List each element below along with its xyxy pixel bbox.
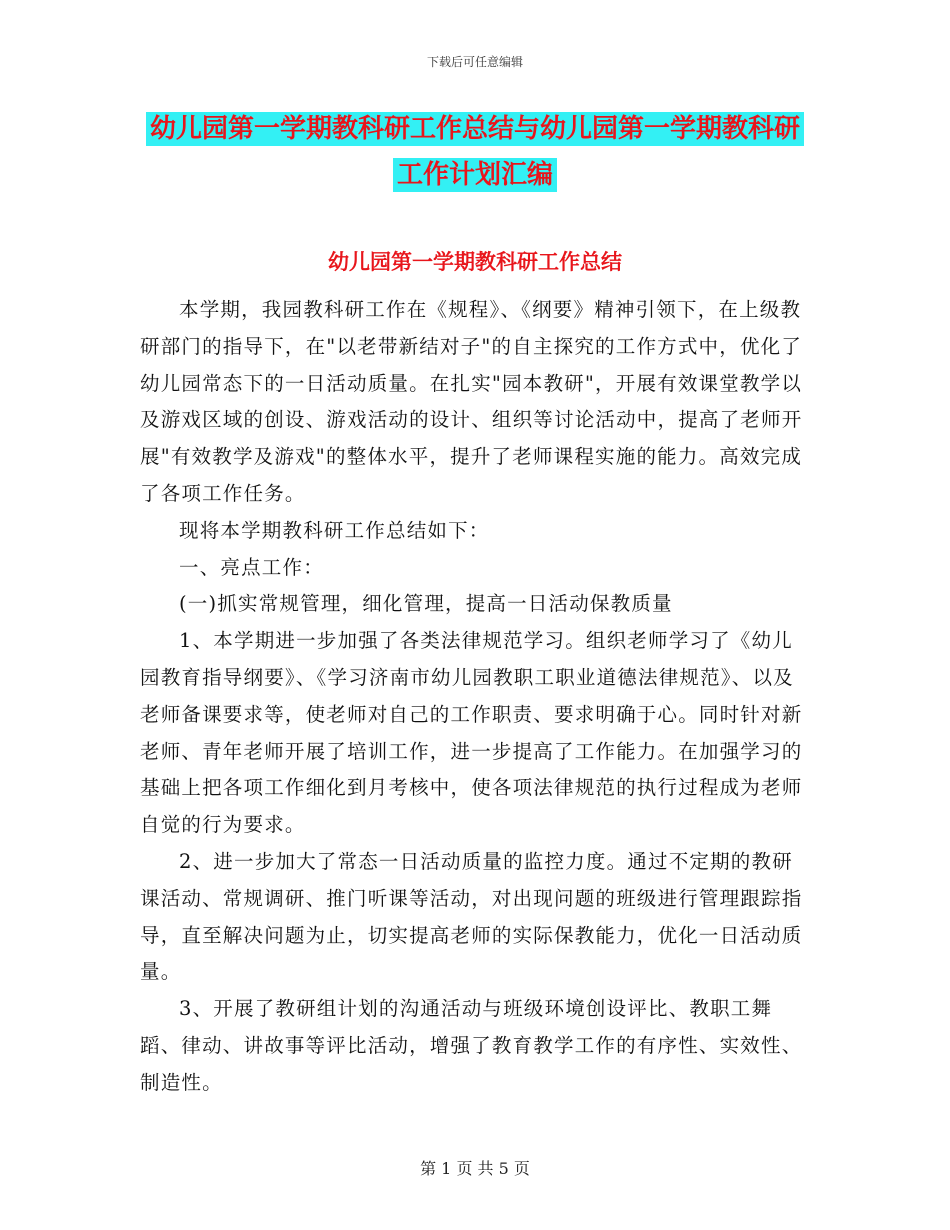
- paragraph-item-3: 3、开展了教研组计划的沟通活动与班级环境创设评比、教职工舞蹈、律动、讲故事等评比活动，增强了教育教学工作的有序性、实效性、制造性。: [140, 997, 803, 1094]
- paragraph-intro: 本学期，我园教科研工作在《规程》、《纲要》精神引领下，在上级教研部门的指导下，在"以老带新结对子"的自主探究的工作方式中，优化了幼儿园常态下的一日活动质量。在扎实"园本教研"，开展有效课堂教学以及游戏区域的创设、游戏活动的设计、组织等讨论活动中，提高了老师开展"有效教学及游戏"的整体水平，提升了老师课程实施的能力。高效完成了各项工作任务。: [140, 298, 803, 505]
- paragraph-heading-highlights: 一、亮点工作：: [179, 555, 324, 579]
- paragraph-summary-lead: 现将本学期教科研工作总结如下：: [179, 518, 490, 542]
- paragraph-item-2: 2、进一步加大了常态一日活动质量的监控力度。通过不定期的教研课活动、常规调研、推门听课等活动，对出现问题的班级进行管理跟踪指导，直至解决问题为止，切实提高老师的实际保教能力，优化一日活动质量。: [140, 849, 803, 984]
- paragraph-subheading-routine: (一)抓实常规管理，细化管理，提高一日活动保教质量: [179, 592, 673, 616]
- document-body: [140, 292, 805, 1102]
- document-title: [140, 106, 810, 198]
- paragraph-item-1: 1、本学期进一步加强了各类法律规范学习。组织老师学习了《幼儿园教育指导纲要》、《学习济南市幼儿园教职工职业道德法律规范》、以及老师备课要求等，使老师对自己的工作职责、要求明确于心。同时针对新老师、青年老师开展了培训工作，进一步提高了工作能力。在加强学习的基础上把各项工作细化到月考核中，使各项法律规范的执行过程成为老师自觉的行为要求。: [140, 629, 803, 837]
- page-number: 第 1 页 共 5 页: [420, 1159, 530, 1178]
- section-title: 幼儿园第一学期教科研工作总结: [328, 250, 622, 274]
- document-title-text: 幼儿园第一学期教科研工作总结与幼儿园第一学期教科研工作计划汇编: [146, 112, 804, 192]
- header-note: 下载后可任意编辑: [426, 55, 523, 69]
